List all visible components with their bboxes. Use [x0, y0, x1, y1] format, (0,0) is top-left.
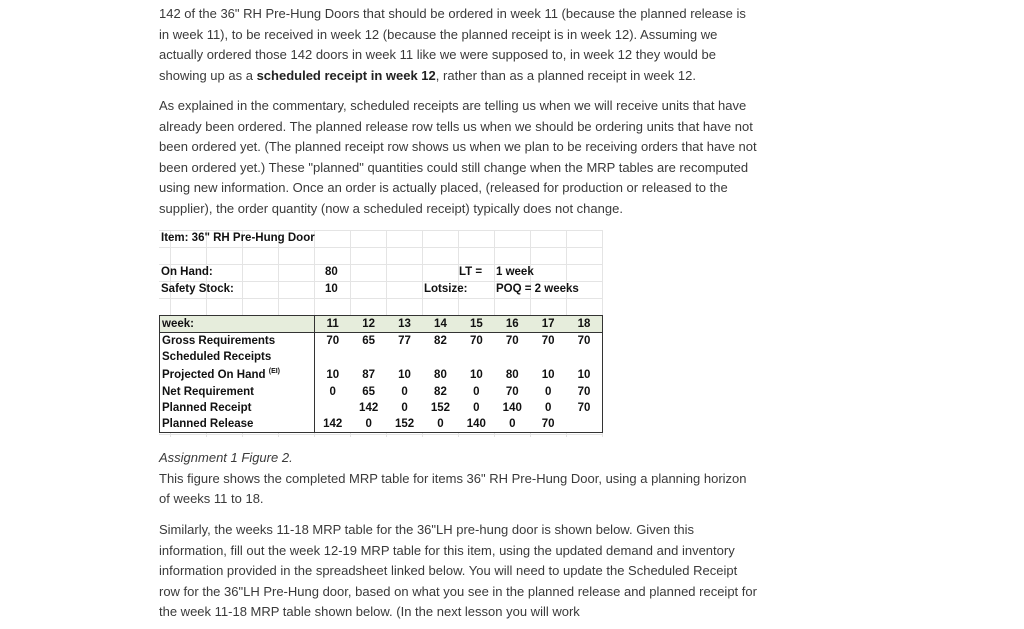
table-cell: 0 [473, 386, 480, 398]
table-cell: 142 [323, 418, 343, 430]
paragraph-text: 142 of the 36" RH Pre-Hung Doors that should be ordered in week 11 (because the planned release is in week 11), to be received in week 12 (because the planned receipt is in week 12). Assuming we actually ordered those 142 doors in week 11 like we were supposed to, in week 12 they would be showing up as a [159, 6, 746, 83]
figure-caption [159, 448, 759, 510]
table-cell: 70 [326, 335, 340, 347]
caption-text: This figure shows the completed MRP table for items 36" RH Pre-Hung Door, using a planning horizon of weeks 11 to 18. [159, 470, 747, 507]
table-cell: 140 [466, 418, 486, 430]
row-label-text: Net Requirement [162, 386, 255, 398]
table-cell [458, 349, 494, 365]
row-label [160, 400, 315, 416]
table-cell: 87 [362, 368, 376, 381]
week-header: 16 [494, 316, 530, 333]
row-label [160, 333, 315, 350]
table-cell [387, 349, 423, 365]
table-cell [530, 349, 566, 365]
table-cell: 65 [362, 386, 376, 398]
table-cell: 10 [577, 368, 591, 381]
table-cell: 0 [544, 386, 552, 398]
week-header: 18 [566, 316, 602, 333]
safety-stock-label: Safety Stock: [161, 283, 234, 295]
week-label: week: [160, 316, 315, 333]
row-label [160, 416, 315, 433]
paragraph-instructions: Similarly, the weeks 11-18 MRP table for the 36"LH pre-hung door is shown below. Given this information, fill out the week 12-19 MRP table for this item, using the updated demand and inventory information provided in the spreadsheet linked below. You will need to update the Scheduled Receipt row for the 36"LH Pre-Hung door, based on what you see in the planned release and planned receipt for the week 11-18 MRP table shown below. (In the next lesson you will work [159, 522, 757, 620]
week-header: 13 [387, 316, 423, 333]
week-row [160, 316, 603, 333]
table-cell: 70 [541, 335, 555, 347]
paragraph-explanation: As explained in the commentary, scheduled receipts are telling us when we will receive units that have already been ordered. The planned release row tells us when we should be ordering units that have not been ordered yet. (The planned receipt row shows us when we plan to be receiving orders that have not been ordered yet.) These "planned" quantities could still change when the MRP tables are recomputed using new information. Once an order is actually placed, (released for production or released to the supplier), the order quantity (now a scheduled receipt) typically does not change. [159, 98, 757, 216]
row-label [160, 365, 315, 384]
table-cell [314, 349, 350, 365]
table-cell: 70 [577, 386, 591, 398]
table-cell: 70 [469, 335, 483, 347]
table-cell: 0 [509, 418, 516, 430]
table-cell: 10 [469, 368, 483, 381]
table-row [160, 349, 603, 365]
week-header: 14 [423, 316, 459, 333]
table-cell: 152 [394, 418, 415, 430]
table-cell: 80 [505, 368, 519, 381]
table-cell: 0 [401, 386, 408, 398]
table-cell: 70 [541, 418, 555, 430]
table-cell [351, 349, 387, 365]
on-hand-label: On Hand: [161, 266, 213, 278]
safety-stock-value: 10 [325, 283, 338, 295]
row-label-text: Planned Release [162, 418, 254, 430]
caption-title: Assignment 1 Figure 2. [159, 450, 293, 465]
table-cell: 82 [434, 335, 447, 347]
table-row [160, 384, 603, 400]
table-cell [423, 349, 459, 365]
table-row [160, 333, 603, 350]
table-cell [494, 349, 530, 365]
week-header: 15 [458, 316, 494, 333]
table-cell: 70 [577, 335, 591, 347]
row-label [160, 384, 315, 400]
table-cell: 80 [434, 368, 447, 381]
table-cell: 152 [430, 402, 451, 414]
table-row [160, 400, 603, 416]
mrp-grid [159, 315, 603, 433]
table-cell: 82 [434, 386, 447, 398]
week-header: 12 [351, 316, 387, 333]
row-label [160, 349, 315, 365]
table-cell: 0 [544, 402, 552, 414]
table-cell [566, 349, 602, 365]
table-cell: 10 [541, 368, 555, 381]
row-label-text: Projected On Hand [162, 368, 266, 381]
bold-phrase: scheduled receipt in week 12 [256, 67, 436, 83]
lotsize-label: Lotsize: [424, 283, 468, 295]
item-title: Item: 36" RH Pre-Hung Door [161, 232, 315, 244]
table-cell: 0 [401, 402, 408, 414]
table-cell: 142 [359, 402, 379, 414]
row-label-text: Gross Requirements [162, 335, 276, 347]
row-label-text: Planned Receipt [162, 402, 252, 414]
table-cell [566, 416, 602, 433]
table-row [160, 365, 603, 384]
lead-time-label: LT = [459, 266, 483, 278]
table-cell: 10 [326, 368, 340, 381]
week-header: 17 [530, 316, 566, 333]
ending-inventory-superscript: (EI) [268, 368, 281, 376]
table-cell: 140 [502, 402, 522, 414]
table-row [160, 416, 603, 433]
mrp-table-figure [159, 230, 603, 437]
table-cell: 0 [473, 402, 480, 414]
lotsize-value: POQ = 2 weeks [496, 283, 579, 295]
table-cell: 65 [362, 335, 376, 347]
table-cell: 0 [329, 386, 336, 398]
table-cell: 0 [365, 418, 372, 430]
on-hand-value: 80 [325, 266, 338, 278]
table-cell: 70 [505, 335, 519, 347]
week-header: 11 [314, 316, 350, 333]
lead-time-value: 1 week [496, 266, 534, 278]
table-cell: 0 [437, 418, 444, 430]
paragraph-text: , rather than as a planned receipt in week 12. [435, 67, 696, 83]
row-label-text: Scheduled Receipts [162, 351, 272, 363]
table-cell: 77 [398, 335, 411, 347]
paragraph-scheduled-receipt [159, 4, 759, 86]
table-cell: 70 [505, 386, 519, 398]
table-cell: 70 [577, 402, 591, 414]
table-cell: 10 [398, 368, 411, 381]
table-cell [314, 400, 350, 416]
